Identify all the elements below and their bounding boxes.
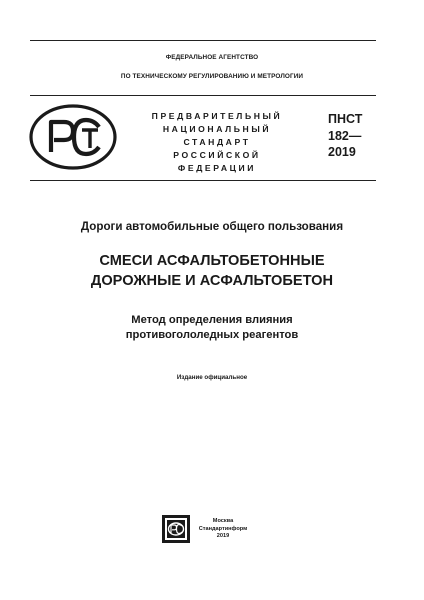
document-main-title — [0, 252, 424, 291]
standard-type-line: СТАНДАРТ — [183, 137, 251, 147]
main-title-line: ДОРОЖНЫЕ И АСФАЛЬТОБЕТОН — [90, 272, 334, 289]
agency-line-1: ФЕДЕРАЛЬНОЕ АГЕНТСТВО — [165, 54, 259, 61]
header-rule — [30, 95, 376, 96]
standard-number-line: 2019 — [328, 145, 356, 159]
publisher-name: Стандартинформ — [198, 525, 248, 532]
agency-line-2: ПО ТЕХНИЧЕСКОМУ РЕГУЛИРОВАНИЮ И МЕТРОЛОГИИ — [120, 73, 304, 80]
standard-type-line: НАЦИОНАЛЬНЫЙ — [162, 124, 272, 134]
top-rule — [30, 40, 376, 41]
publisher-year: 2019 — [216, 533, 230, 540]
main-title-line: СМЕСИ АСФАЛЬТОБЕТОННЫЕ — [99, 253, 325, 269]
document-subtitle — [0, 313, 424, 343]
edition-label: Издание официальное — [176, 374, 248, 381]
subtitle-line: противогололедных реагентов — [125, 329, 299, 342]
standard-type-line: РОССИЙСКОЙ — [173, 150, 261, 160]
gost-r-logo-icon — [28, 102, 118, 172]
subtitle-line: Метод определения влияния — [131, 314, 293, 326]
standard-type-line: ПРЕДВАРИТЕЛЬНЫЙ — [151, 111, 283, 121]
title-rule — [30, 180, 376, 181]
document-title-line: Дороги автомобильные общего пользования — [80, 220, 344, 233]
standard-number-line: ПНСТ — [328, 112, 363, 126]
standard-number-line: 182— — [328, 128, 362, 143]
publisher-city: Москва — [212, 518, 234, 524]
standard-type — [142, 110, 292, 175]
standartinform-logo-icon — [162, 515, 190, 543]
publisher-info — [198, 518, 248, 541]
standard-type-line: ФЕДЕРАЦИИ — [177, 163, 257, 173]
standard-number — [328, 111, 362, 161]
